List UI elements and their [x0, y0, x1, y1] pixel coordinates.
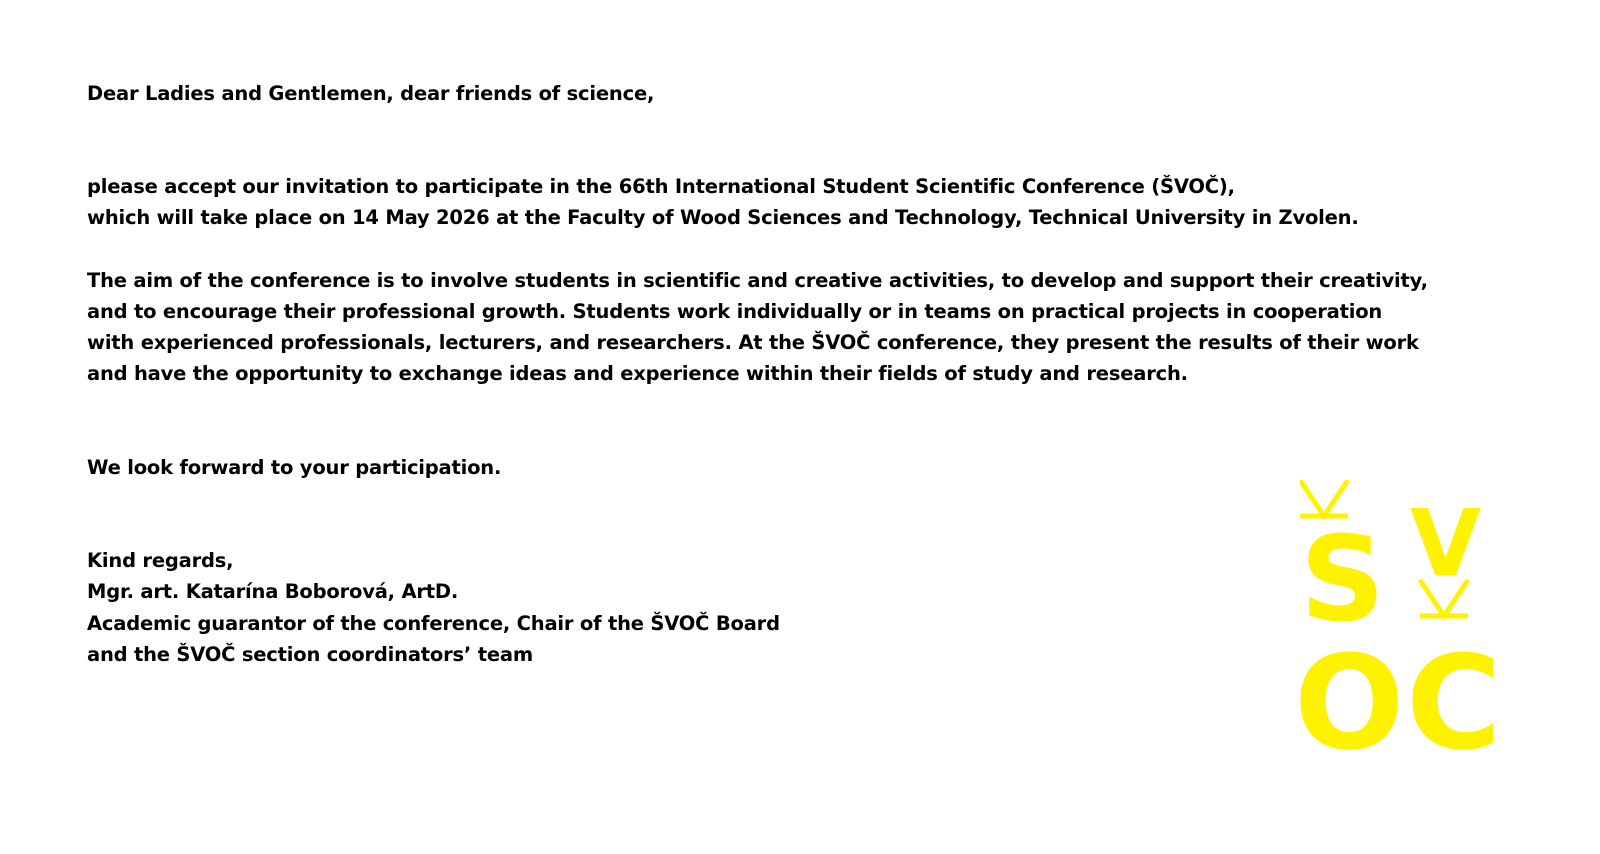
closing-line: We look forward to your participation. — [87, 456, 502, 479]
aim-line-2: and to encourage their professional growth. Students work individually or in teams on practical projects in cooperation — [87, 300, 1383, 323]
logo-letter-o: O — [1300, 627, 1405, 779]
signature-name: Mgr. art. Katarína Boborová, ArtD. — [87, 580, 459, 603]
signature-team: and the ŠVOČ section coordinators’ team — [87, 643, 533, 666]
logo-letter-s: S — [1300, 510, 1385, 648]
logo-letter-v: V — [1410, 490, 1482, 597]
aim-line-4: and have the opportunity to exchange ideas and experience within their fields of study and research. — [87, 362, 1188, 385]
signature-title: Academic guarantor of the conference, Chair of the ŠVOČ Board — [87, 612, 780, 635]
aim-line-3: with experienced professionals, lecturers, and researchers. At the ŠVOČ conference, they present the results of their work — [87, 331, 1419, 354]
signature-greeting: Kind regards, — [87, 549, 234, 572]
invitation-line-2: which will take place on 14 May 2026 at the Faculty of Wood Sciences and Technology, Technical University in Zvolen. — [87, 206, 1359, 229]
logo-letter-c: C — [1406, 627, 1502, 779]
svoc-logo — [1300, 480, 1530, 780]
salutation: Dear Ladies and Gentlemen, dear friends of science, — [87, 82, 655, 105]
invitation-line-1: please accept our invitation to participate in the 66th International Student Scientific Conference (ŠVOČ), — [87, 175, 1235, 198]
aim-line-1: The aim of the conference is to involve students in scientific and creative activities, to develop and support their creativity, — [87, 269, 1428, 292]
